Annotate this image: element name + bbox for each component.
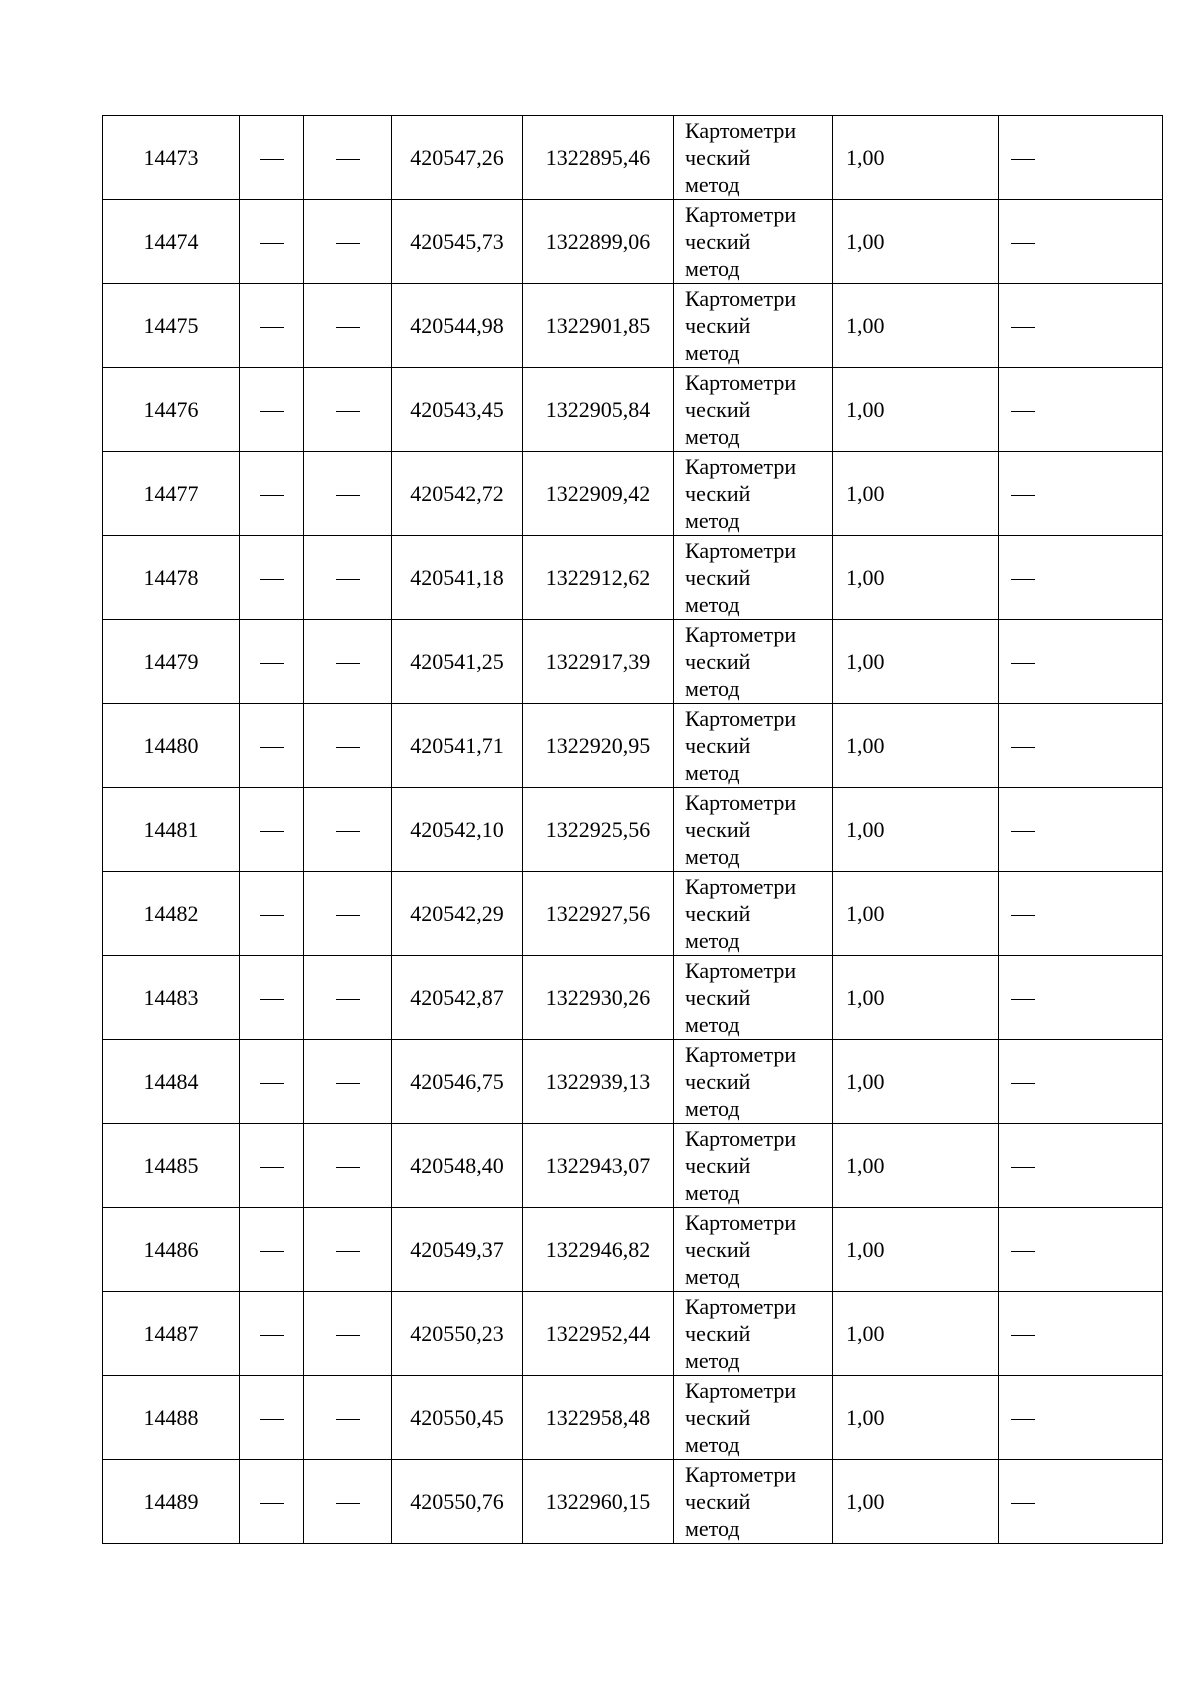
dash-text <box>1035 984 1036 985</box>
dash-mark <box>260 1419 284 1420</box>
x-coordinate-cell: 420546,75 <box>392 1040 523 1124</box>
empty-value-cell <box>304 1460 392 1544</box>
empty-value-cell <box>240 872 304 956</box>
dash-text <box>284 1320 285 1321</box>
dash-mark <box>260 999 284 1000</box>
method-cell: Картометри ческий метод <box>674 1040 833 1124</box>
dash-mark <box>336 663 360 664</box>
dash-mark <box>1011 579 1035 580</box>
dash-text <box>360 396 361 397</box>
accuracy-cell: 1,00 <box>833 1460 999 1544</box>
table-row <box>103 200 1163 284</box>
table-row <box>103 1460 1163 1544</box>
point-number-cell: 14487 <box>103 1292 240 1376</box>
dash-text <box>360 1236 361 1237</box>
dash-text <box>360 564 361 565</box>
description-cell <box>999 1460 1163 1544</box>
x-coordinate-cell: 420549,37 <box>392 1208 523 1292</box>
method-cell: Картометри ческий метод <box>674 1460 833 1544</box>
table-row <box>103 536 1163 620</box>
x-coordinate-cell: 420550,45 <box>392 1376 523 1460</box>
y-coordinate-cell: 1322899,06 <box>523 200 674 284</box>
dash-mark <box>260 663 284 664</box>
table-row <box>103 116 1163 200</box>
dash-text <box>1035 228 1036 229</box>
dash-mark <box>1011 1167 1035 1168</box>
empty-value-cell <box>240 704 304 788</box>
empty-value-cell <box>304 200 392 284</box>
accuracy-cell: 1,00 <box>833 536 999 620</box>
method-cell: Картометри ческий метод <box>674 284 833 368</box>
dash-text <box>1035 1320 1036 1321</box>
description-cell <box>999 452 1163 536</box>
dash-mark <box>1011 495 1035 496</box>
empty-value-cell <box>240 1460 304 1544</box>
y-coordinate-cell: 1322920,95 <box>523 704 674 788</box>
dash-text <box>1035 480 1036 481</box>
empty-value-cell <box>304 704 392 788</box>
dash-mark <box>260 747 284 748</box>
method-cell: Картометри ческий метод <box>674 1376 833 1460</box>
x-coordinate-cell: 420541,18 <box>392 536 523 620</box>
table-row <box>103 872 1163 956</box>
dash-mark <box>260 411 284 412</box>
dash-mark <box>336 831 360 832</box>
point-number-cell: 14486 <box>103 1208 240 1292</box>
dash-mark <box>1011 663 1035 664</box>
description-cell <box>999 1124 1163 1208</box>
empty-value-cell <box>240 452 304 536</box>
x-coordinate-cell: 420547,26 <box>392 116 523 200</box>
x-coordinate-cell: 420550,76 <box>392 1460 523 1544</box>
table-row <box>103 284 1163 368</box>
description-cell <box>999 1040 1163 1124</box>
y-coordinate-cell: 1322917,39 <box>523 620 674 704</box>
dash-text <box>284 648 285 649</box>
method-cell: Картометри ческий метод <box>674 536 833 620</box>
empty-value-cell <box>304 1292 392 1376</box>
dash-text <box>360 228 361 229</box>
dash-mark <box>260 159 284 160</box>
x-coordinate-cell: 420542,72 <box>392 452 523 536</box>
dash-text <box>1035 732 1036 733</box>
y-coordinate-cell: 1322909,42 <box>523 452 674 536</box>
dash-mark <box>1011 747 1035 748</box>
dash-mark <box>336 1167 360 1168</box>
table-body <box>103 116 1163 1544</box>
empty-value-cell <box>304 1040 392 1124</box>
empty-value-cell <box>304 620 392 704</box>
dash-text <box>360 1488 361 1489</box>
y-coordinate-cell: 1322946,82 <box>523 1208 674 1292</box>
dash-text <box>360 648 361 649</box>
y-coordinate-cell: 1322958,48 <box>523 1376 674 1460</box>
dash-text <box>1035 900 1036 901</box>
dash-text <box>1035 396 1036 397</box>
method-cell: Картометри ческий метод <box>674 1292 833 1376</box>
y-coordinate-cell: 1322905,84 <box>523 368 674 452</box>
dash-text <box>284 312 285 313</box>
x-coordinate-cell: 420545,73 <box>392 200 523 284</box>
empty-value-cell <box>240 536 304 620</box>
dash-mark <box>336 327 360 328</box>
table-row <box>103 1040 1163 1124</box>
description-cell <box>999 788 1163 872</box>
method-cell: Картометри ческий метод <box>674 116 833 200</box>
point-number-cell: 14483 <box>103 956 240 1040</box>
point-number-cell: 14477 <box>103 452 240 536</box>
dash-text <box>1035 816 1036 817</box>
dash-mark <box>1011 243 1035 244</box>
dash-mark <box>1011 1419 1035 1420</box>
empty-value-cell <box>304 116 392 200</box>
dash-text <box>284 732 285 733</box>
description-cell <box>999 536 1163 620</box>
dash-mark <box>336 495 360 496</box>
dash-mark <box>260 1251 284 1252</box>
empty-value-cell <box>240 1376 304 1460</box>
dash-text <box>360 312 361 313</box>
point-number-cell: 14480 <box>103 704 240 788</box>
y-coordinate-cell: 1322952,44 <box>523 1292 674 1376</box>
x-coordinate-cell: 420541,71 <box>392 704 523 788</box>
accuracy-cell: 1,00 <box>833 788 999 872</box>
dash-text <box>360 1068 361 1069</box>
y-coordinate-cell: 1322895,46 <box>523 116 674 200</box>
empty-value-cell <box>240 1208 304 1292</box>
empty-value-cell <box>304 536 392 620</box>
accuracy-cell: 1,00 <box>833 872 999 956</box>
y-coordinate-cell: 1322901,85 <box>523 284 674 368</box>
dash-text <box>284 900 285 901</box>
point-number-cell: 14482 <box>103 872 240 956</box>
x-coordinate-cell: 420542,29 <box>392 872 523 956</box>
description-cell <box>999 956 1163 1040</box>
accuracy-cell: 1,00 <box>833 1376 999 1460</box>
empty-value-cell <box>240 1040 304 1124</box>
table-row <box>103 704 1163 788</box>
y-coordinate-cell: 1322927,56 <box>523 872 674 956</box>
x-coordinate-cell: 420542,87 <box>392 956 523 1040</box>
description-cell <box>999 368 1163 452</box>
dash-mark <box>336 579 360 580</box>
point-number-cell: 14484 <box>103 1040 240 1124</box>
dash-text <box>360 732 361 733</box>
description-cell <box>999 1208 1163 1292</box>
method-cell: Картометри ческий метод <box>674 788 833 872</box>
accuracy-cell: 1,00 <box>833 620 999 704</box>
dash-mark <box>260 579 284 580</box>
dash-mark <box>336 915 360 916</box>
description-cell <box>999 200 1163 284</box>
point-number-cell: 14473 <box>103 116 240 200</box>
y-coordinate-cell: 1322912,62 <box>523 536 674 620</box>
dash-mark <box>1011 1083 1035 1084</box>
dash-text <box>360 480 361 481</box>
method-cell: Картометри ческий метод <box>674 368 833 452</box>
y-coordinate-cell: 1322943,07 <box>523 1124 674 1208</box>
description-cell <box>999 872 1163 956</box>
accuracy-cell: 1,00 <box>833 704 999 788</box>
point-number-cell: 14475 <box>103 284 240 368</box>
description-cell <box>999 620 1163 704</box>
empty-value-cell <box>240 368 304 452</box>
dash-mark <box>260 831 284 832</box>
point-number-cell: 14476 <box>103 368 240 452</box>
y-coordinate-cell: 1322960,15 <box>523 1460 674 1544</box>
dash-mark <box>336 1335 360 1336</box>
dash-text <box>1035 1068 1036 1069</box>
accuracy-cell: 1,00 <box>833 452 999 536</box>
table-row <box>103 1208 1163 1292</box>
dash-mark <box>336 1251 360 1252</box>
x-coordinate-cell: 420544,98 <box>392 284 523 368</box>
dash-text <box>284 228 285 229</box>
dash-mark <box>1011 1335 1035 1336</box>
dash-mark <box>336 999 360 1000</box>
dash-text <box>360 1320 361 1321</box>
empty-value-cell <box>304 1376 392 1460</box>
dash-text <box>284 1068 285 1069</box>
accuracy-cell: 1,00 <box>833 1124 999 1208</box>
dash-text <box>284 984 285 985</box>
method-cell: Картометри ческий метод <box>674 452 833 536</box>
y-coordinate-cell: 1322930,26 <box>523 956 674 1040</box>
empty-value-cell <box>304 452 392 536</box>
table-row <box>103 620 1163 704</box>
x-coordinate-cell: 420541,25 <box>392 620 523 704</box>
dash-text <box>284 1152 285 1153</box>
point-number-cell: 14474 <box>103 200 240 284</box>
point-number-cell: 14485 <box>103 1124 240 1208</box>
dash-mark <box>1011 159 1035 160</box>
dash-mark <box>1011 915 1035 916</box>
empty-value-cell <box>240 1124 304 1208</box>
x-coordinate-cell: 420548,40 <box>392 1124 523 1208</box>
dash-mark <box>260 1083 284 1084</box>
point-number-cell: 14478 <box>103 536 240 620</box>
empty-value-cell <box>240 956 304 1040</box>
dash-mark <box>336 411 360 412</box>
coordinates-table <box>102 115 1163 1544</box>
point-number-cell: 14481 <box>103 788 240 872</box>
table-row <box>103 788 1163 872</box>
accuracy-cell: 1,00 <box>833 1208 999 1292</box>
point-number-cell: 14479 <box>103 620 240 704</box>
description-cell <box>999 704 1163 788</box>
dash-mark <box>1011 999 1035 1000</box>
empty-value-cell <box>304 1208 392 1292</box>
dash-mark <box>260 915 284 916</box>
dash-mark <box>336 747 360 748</box>
dash-text <box>360 144 361 145</box>
accuracy-cell: 1,00 <box>833 116 999 200</box>
method-cell: Картометри ческий метод <box>674 956 833 1040</box>
dash-mark <box>1011 327 1035 328</box>
dash-text <box>284 1236 285 1237</box>
accuracy-cell: 1,00 <box>833 956 999 1040</box>
empty-value-cell <box>240 1292 304 1376</box>
table-row <box>103 1124 1163 1208</box>
dash-mark <box>336 159 360 160</box>
accuracy-cell: 1,00 <box>833 1040 999 1124</box>
dash-text <box>1035 564 1036 565</box>
empty-value-cell <box>304 956 392 1040</box>
dash-text <box>284 480 285 481</box>
x-coordinate-cell: 420550,23 <box>392 1292 523 1376</box>
point-number-cell: 14488 <box>103 1376 240 1460</box>
empty-value-cell <box>304 368 392 452</box>
dash-mark <box>336 1503 360 1504</box>
accuracy-cell: 1,00 <box>833 368 999 452</box>
empty-value-cell <box>304 284 392 368</box>
dash-text <box>1035 1488 1036 1489</box>
dash-text <box>360 1152 361 1153</box>
empty-value-cell <box>240 116 304 200</box>
method-cell: Картометри ческий метод <box>674 1208 833 1292</box>
dash-text <box>1035 1236 1036 1237</box>
dash-text <box>1035 312 1036 313</box>
accuracy-cell: 1,00 <box>833 200 999 284</box>
accuracy-cell: 1,00 <box>833 284 999 368</box>
dash-mark <box>260 495 284 496</box>
table-row <box>103 956 1163 1040</box>
dash-text <box>1035 144 1036 145</box>
dash-mark <box>260 243 284 244</box>
description-cell <box>999 116 1163 200</box>
dash-text <box>284 1488 285 1489</box>
empty-value-cell <box>240 284 304 368</box>
empty-value-cell <box>240 620 304 704</box>
empty-value-cell <box>304 1124 392 1208</box>
method-cell: Картометри ческий метод <box>674 704 833 788</box>
dash-text <box>284 816 285 817</box>
dash-text <box>284 144 285 145</box>
method-cell: Картометри ческий метод <box>674 1124 833 1208</box>
empty-value-cell <box>304 788 392 872</box>
dash-text <box>284 396 285 397</box>
table-row <box>103 452 1163 536</box>
empty-value-cell <box>240 788 304 872</box>
dash-text <box>284 1404 285 1405</box>
description-cell <box>999 1376 1163 1460</box>
table-row <box>103 1292 1163 1376</box>
method-cell: Картометри ческий метод <box>674 620 833 704</box>
dash-text <box>1035 648 1036 649</box>
dash-text <box>1035 1404 1036 1405</box>
dash-mark <box>336 1419 360 1420</box>
method-cell: Картометри ческий метод <box>674 872 833 956</box>
description-cell <box>999 284 1163 368</box>
dash-mark <box>1011 831 1035 832</box>
dash-mark <box>260 327 284 328</box>
y-coordinate-cell: 1322939,13 <box>523 1040 674 1124</box>
dash-mark <box>1011 411 1035 412</box>
dash-text <box>284 564 285 565</box>
dash-mark <box>260 1503 284 1504</box>
y-coordinate-cell: 1322925,56 <box>523 788 674 872</box>
dash-mark <box>260 1335 284 1336</box>
dash-mark <box>1011 1503 1035 1504</box>
x-coordinate-cell: 420542,10 <box>392 788 523 872</box>
table-row <box>103 1376 1163 1460</box>
empty-value-cell <box>304 872 392 956</box>
x-coordinate-cell: 420543,45 <box>392 368 523 452</box>
dash-mark <box>336 1083 360 1084</box>
method-cell: Картометри ческий метод <box>674 200 833 284</box>
dash-text <box>360 900 361 901</box>
dash-text <box>360 984 361 985</box>
point-number-cell: 14489 <box>103 1460 240 1544</box>
dash-mark <box>260 1167 284 1168</box>
dash-text <box>360 816 361 817</box>
table-row <box>103 368 1163 452</box>
dash-text <box>360 1404 361 1405</box>
dash-mark <box>336 243 360 244</box>
dash-text <box>1035 1152 1036 1153</box>
empty-value-cell <box>240 200 304 284</box>
dash-mark <box>1011 1251 1035 1252</box>
accuracy-cell: 1,00 <box>833 1292 999 1376</box>
description-cell <box>999 1292 1163 1376</box>
